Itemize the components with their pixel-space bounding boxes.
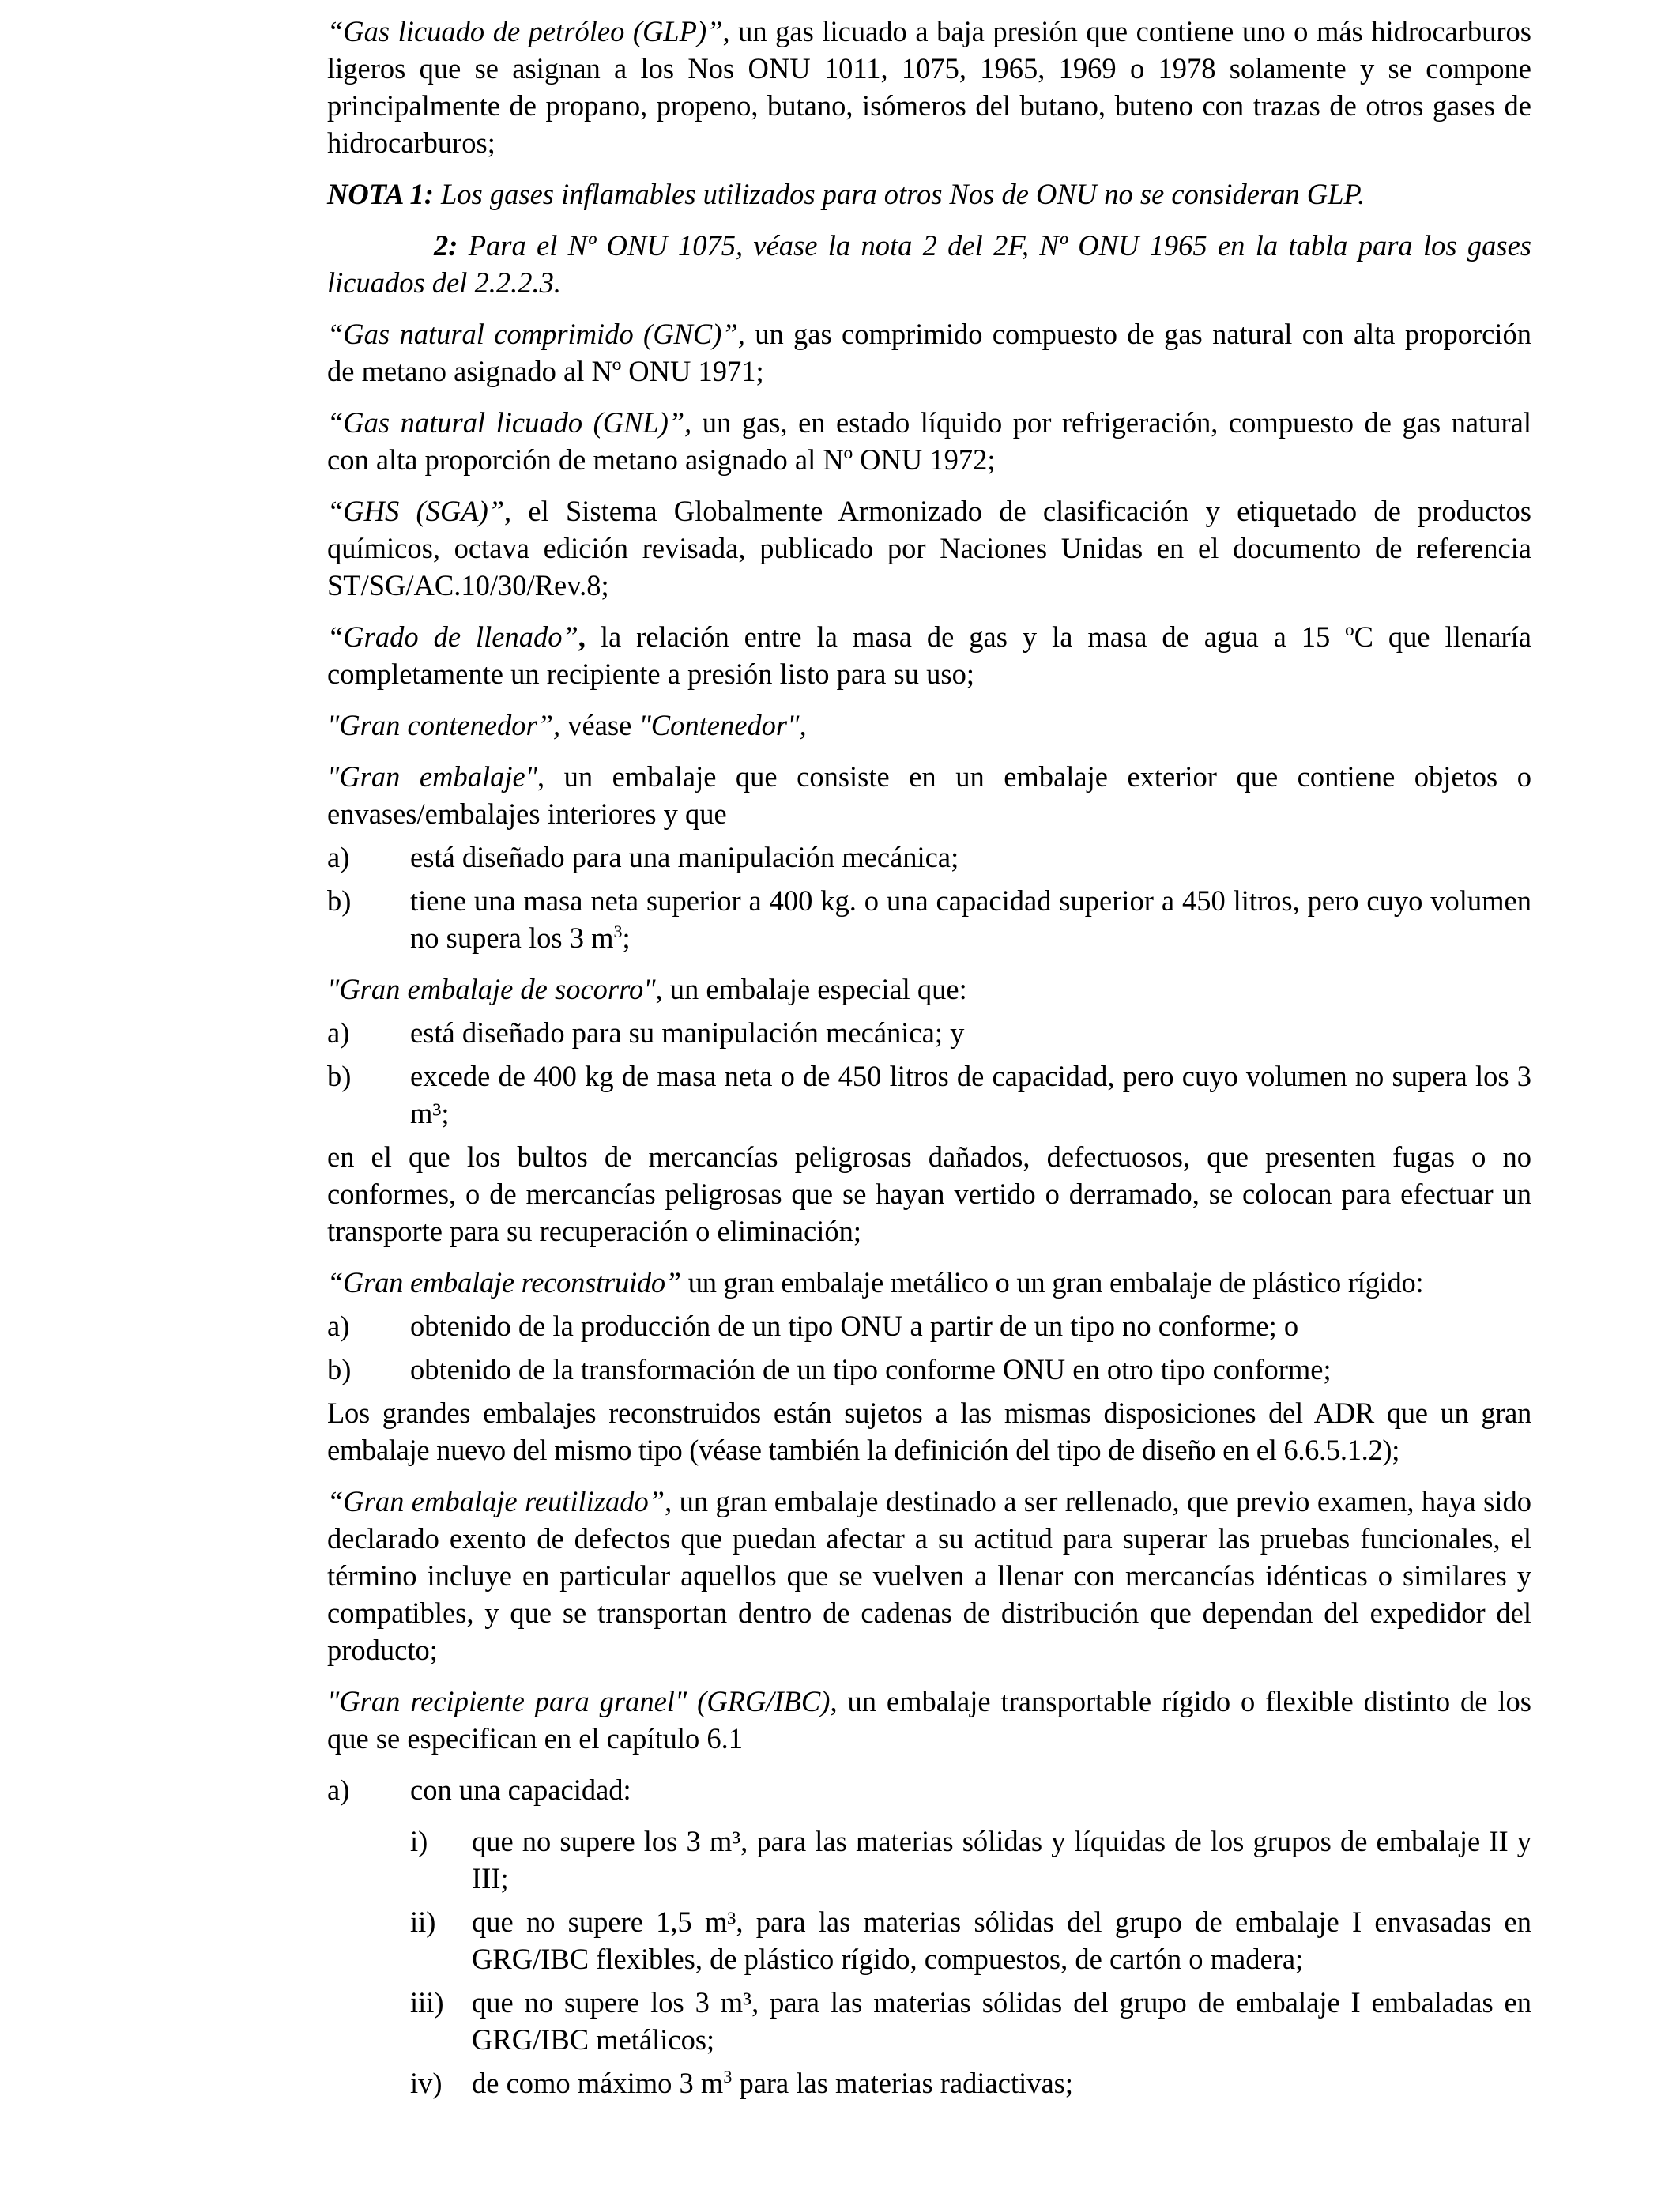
list-text: con una capacidad: [410, 1774, 631, 1806]
list-text: que no supere los 3 m³, para las materias sólidas del grupo de embalaje I embaladas en GRG/IBC metálicos; [472, 1986, 1531, 2056]
term-comma: , [578, 620, 586, 653]
list-item [327, 1351, 1531, 1388]
list-item [327, 1307, 1531, 1344]
definition-grado-llenado [327, 618, 1531, 692]
definition-gnl [327, 404, 1531, 478]
term: "Gran embalaje de socorro" [327, 973, 656, 1005]
list-item [327, 1771, 1531, 1808]
document-page [327, 13, 1531, 2102]
list-item [327, 882, 1531, 956]
list-item [327, 1057, 1531, 1132]
list-item [327, 1014, 1531, 1051]
definition-gran-embalaje-reconstruido [327, 1264, 1531, 1301]
list-text: obtenido de la producción de un tipo ONU a partir de un tipo no conforme; o [410, 1310, 1299, 1342]
list-label: b) [327, 884, 352, 917]
term: "Gran embalaje" [327, 760, 538, 793]
list-label: b) [327, 1060, 352, 1092]
list-text: obtenido de la transformación de un tipo conforme ONU en otro tipo conforme; [410, 1353, 1332, 1385]
definition-text: véase [560, 709, 639, 741]
definition-gnc [327, 315, 1531, 390]
definition-text: la relación entre la masa de gas y la masa de agua a 15 ºC que llenaría completamente un recipiente a presión listo para su uso; [327, 620, 1531, 690]
definition-text: un gas, en estado líquido por refrigeración, compuesto de gas natural con alta proporción de metano asignado al Nº ONU 1972; [327, 406, 1531, 476]
list-text: está diseñado para una manipulación mecánica; [410, 841, 959, 873]
list-label: a) [327, 1310, 350, 1342]
paragraph: en el que los bultos de mercancías peligrosas dañados, defectuosos, que presenten fugas o no conformes, o de mercancías peligrosas que se hayan vertido o derramado, se colocan para efectuar un transporte para su recuperación o eliminación; [327, 1140, 1531, 1247]
paragraph: Los grandes embalajes reconstruidos están sujetos a las mismas disposiciones del ADR que un gran embalaje nuevo del mismo tipo (véase también la definición del tipo de diseño en el 6.6.5.1.2); [327, 1397, 1531, 1466]
term: “Gas licuado de petróleo (GLP)” [327, 15, 723, 47]
definition-text: , un embalaje que consiste en un embalaje exterior que contiene objetos o envases/embalajes interiores y que [327, 760, 1532, 830]
term: “Gran embalaje reutilizado” [327, 1485, 665, 1517]
list-text: que no supere los 3 m³, para las materias sólidas y líquidas de los grupos de embalaje II y III; [472, 1825, 1531, 1894]
term: “GHS (SGA)” [327, 495, 505, 527]
note-1 [327, 175, 1531, 213]
definition-text: , un gran embalaje destinado a ser rellenado, que previo examen, haya sido declarado exento de defectos que puedan afectar a su actitud para superar las pruebas funcionales, el término incluye en particular aquellos que se vuelven a llenar con mercancías idénticas o similares y compatibles, y que se transportan dentro de cadenas de distribución que dependan del expedidor del producto; [327, 1485, 1532, 1666]
term: “Gas natural comprimido (GNC)”, [327, 318, 745, 350]
sub-list-item [410, 1903, 1531, 1977]
term: “Gran embalaje reconstruido” [327, 1266, 681, 1299]
definition-text: , el Sistema Globalmente Armonizado de clasificación y etiquetado de productos químicos, octava edición revisada, publicado por Naciones Unidas en el documento de referencia ST/SG/AC.10/30/Rev.8; [327, 495, 1531, 601]
list-text: que no supere 1,5 m³, para las materias sólidas del grupo de embalaje I envasadas en GRG/IBC flexibles, de plástico rígido, compuestos, de cartón o madera; [472, 1906, 1531, 1975]
sub-list-item [410, 1984, 1531, 2058]
list-label: iii) [410, 1986, 444, 2019]
list-text: tiene una masa neta superior a 400 kg. o una capacidad superior a 450 litros, pero cuyo volumen no supera los 3 $m^3$; [410, 884, 1531, 954]
note-2 [327, 227, 1531, 301]
list-text: está diseñado para su manipulación mecánica; y [410, 1016, 965, 1049]
definition-gran-embalaje-reutilizado [327, 1483, 1531, 1668]
note-label: 2: [434, 229, 458, 262]
definition-text: , un embalaje transportable rígido o flexible distinto de los que se especifican en el capítulo 6.1 [327, 1685, 1531, 1755]
definition-gran-contenedor [327, 707, 1531, 744]
note-text: Para el Nº ONU 1075, véase la nota 2 del 2F, Nº ONU 1965 en la tabla para los gases licuados del 2.2.2.3. [327, 229, 1531, 299]
list-label: a) [327, 1016, 350, 1049]
note-text: Los gases inflamables utilizados para otros Nos de ONU no se consideran GLP. [433, 178, 1365, 210]
definition-grg-ibc [327, 1683, 1531, 1757]
definition-text: un gas comprimido compuesto de gas natural con alta proporción de metano asignado al Nº ONU 1971; [327, 318, 1532, 387]
note-label: NOTA 1: [327, 178, 434, 210]
term: “Grado de llenado” [327, 620, 578, 653]
list-label: a) [327, 841, 350, 873]
definition-gran-embalaje-socorro [327, 971, 1531, 1008]
sub-list-item [410, 1823, 1531, 1897]
term: “Gas natural licuado (GNL)”, [327, 406, 692, 439]
list-label: a) [327, 1774, 350, 1806]
list-label: iv) [410, 2067, 443, 2099]
sub-list-item [410, 2064, 1531, 2102]
definition-text: , un gas licuado a baja presión que contiene uno o más hidrocarburos ligeros que se asignan a los Nos ONU 1011, 1075, 1965, 1969 o 1978 solamente y se compone principalmente de propano, propeno, butano, isómeros del butano, buteno con trazas de otros gases de hidrocarburos; [327, 15, 1531, 159]
list-label: b) [327, 1353, 352, 1385]
definition-text: , un embalaje especial que: [655, 973, 967, 1005]
cross-reference: "Contenedor", [638, 709, 807, 741]
list-text: excede de 400 kg de masa neta o de 450 litros de capacidad, pero cuyo volumen no supera los 3 m³; [410, 1060, 1531, 1129]
list-label: ii) [410, 1906, 436, 1938]
definition-text: un gran embalaje metálico o un gran embalaje de plástico rígido: [680, 1266, 1424, 1299]
list-item [327, 839, 1531, 876]
list-text: de como máximo 3 $m^3$ para las materias radiactivas; [472, 2066, 1074, 2099]
definition-gran-embalaje [327, 758, 1531, 832]
definition-ghs [327, 492, 1531, 604]
term: "Gran contenedor”, [327, 709, 561, 741]
list-label: i) [410, 1825, 428, 1857]
definition-glp [327, 13, 1531, 161]
term: "Gran recipiente para granel" (GRG/IBC) [327, 1685, 831, 1717]
